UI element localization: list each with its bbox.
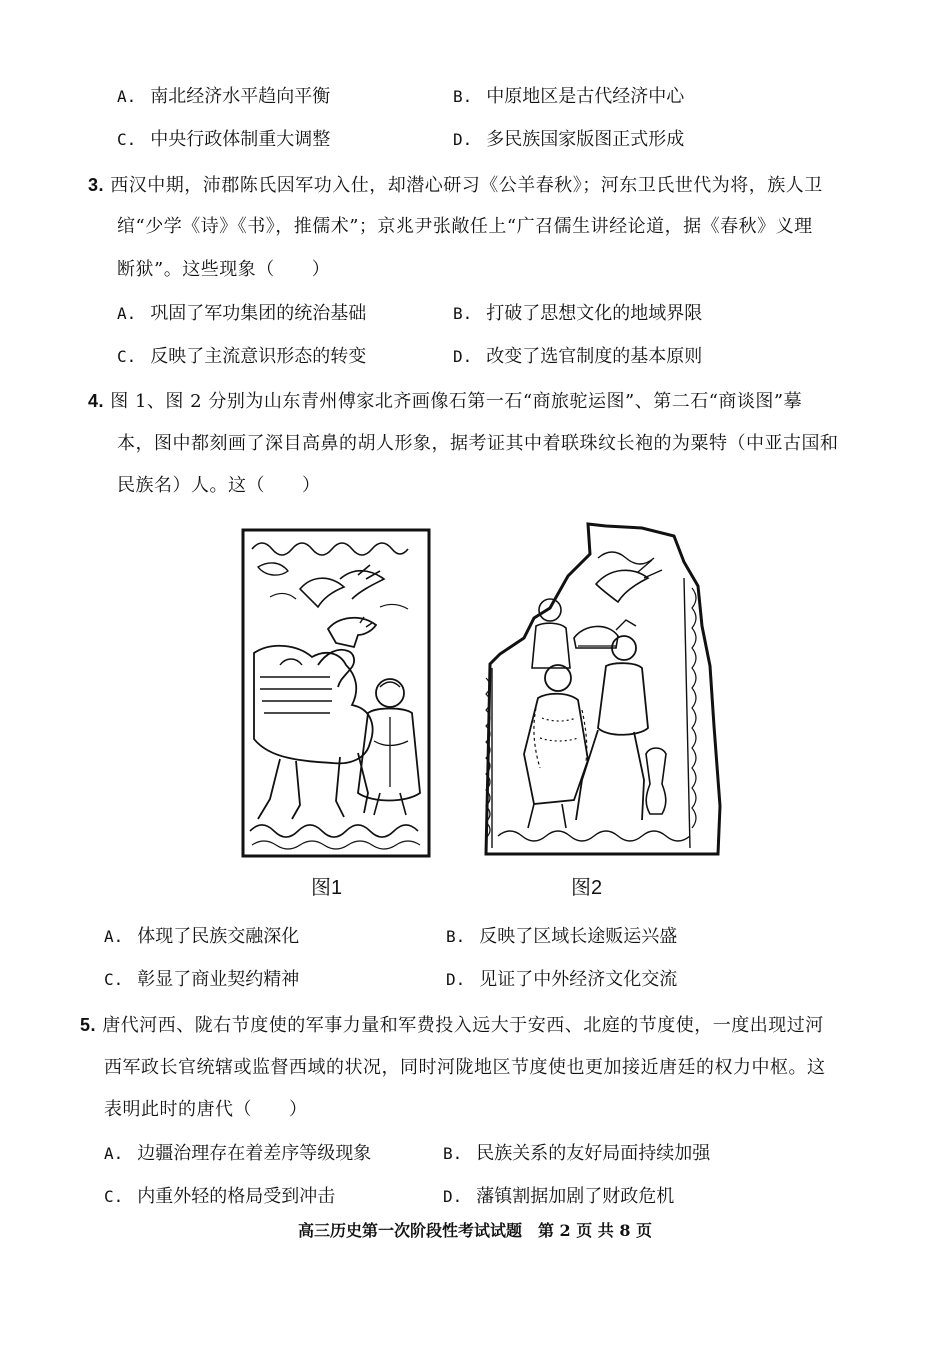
q5-option-c: C. 内重外轻的格局受到冲击 [104, 1186, 336, 1207]
page-footer: 高三历史第一次阶段性考试试题 第 2 页 共 8 页 [297, 1221, 653, 1240]
q4-option-d: D. 见证了中外经济文化交流 [446, 969, 678, 990]
q2-option-a: A. 南北经济水平趋向平衡 [117, 86, 331, 107]
q3-stem-line-1: 3. 西汉中期，沛郡陈氏因军功入仕，却潜心研习《公羊春秋》；河东卫氏世代为将，族人卫 [88, 175, 823, 196]
q3-option-d: D. 改变了选官制度的基本原则 [453, 346, 703, 367]
q4-stem-line-3: 民族名）人。这（ ） [117, 475, 321, 496]
q5-stem-line-3: 表明此时的唐代（ ） [104, 1099, 308, 1120]
q2-option-c: C. 中央行政体制重大调整 [117, 129, 331, 150]
figure-1-caravan-relief [240, 527, 432, 859]
q3-option-c: C. 反映了主流意识形态的转变 [117, 346, 367, 367]
q5-option-b: B. 民族关系的友好局面持续加强 [443, 1143, 711, 1164]
figure-2-caption: 图2 [571, 877, 603, 899]
q2-option-b: B. 中原地区是古代经济中心 [453, 86, 685, 107]
q4-stem-line-1: 4. 图 1、图 2 分别为山东青州傅家北齐画像石第一石“商旅驼运图”、第二石“商谈图”摹 [88, 391, 803, 412]
q3-option-a: A. 巩固了军功集团的统治基础 [117, 303, 367, 324]
q5-stem-line-1: 5. 唐代河西、陇右节度使的军事力量和军费投入远大于安西、北庭的节度使，一度出现过河 [80, 1015, 824, 1036]
q5-option-d: D. 藩镇割据加剧了财政危机 [443, 1186, 675, 1207]
q3-stem-line-3: 断狱”。这些现象（ ） [117, 259, 331, 280]
q4-stem-line-2: 本，图中都刻画了深目高鼻的胡人形象，据考证其中着联珠纹长袍的为粟特（中亚古国和 [117, 433, 839, 454]
q4-option-a: A. 体现了民族交融深化 [104, 926, 300, 947]
q4-option-b: B. 反映了区域长途贩运兴盛 [446, 926, 678, 947]
figure-1-caption: 图1 [311, 877, 343, 899]
q2-option-d: D. 多民族国家版图正式形成 [453, 129, 685, 150]
q3-stem-line-2: 绾“少学《诗》《书》，推儒术”；京兆尹张敞任上“广召儒生讲经论道，据《春秋》义理 [117, 216, 813, 237]
q5-option-a: A. 边疆治理存在着差序等级现象 [104, 1143, 372, 1164]
q5-stem-line-2: 西军政长官统辖或监督西域的状况，同时河陇地区节度使也更加接近唐廷的权力中枢。这 [104, 1057, 826, 1078]
figure-2-negotiation-relief [478, 518, 722, 858]
q3-option-b: B. 打破了思想文化的地域界限 [453, 303, 703, 324]
q4-option-c: C. 彰显了商业契约精神 [104, 969, 300, 990]
